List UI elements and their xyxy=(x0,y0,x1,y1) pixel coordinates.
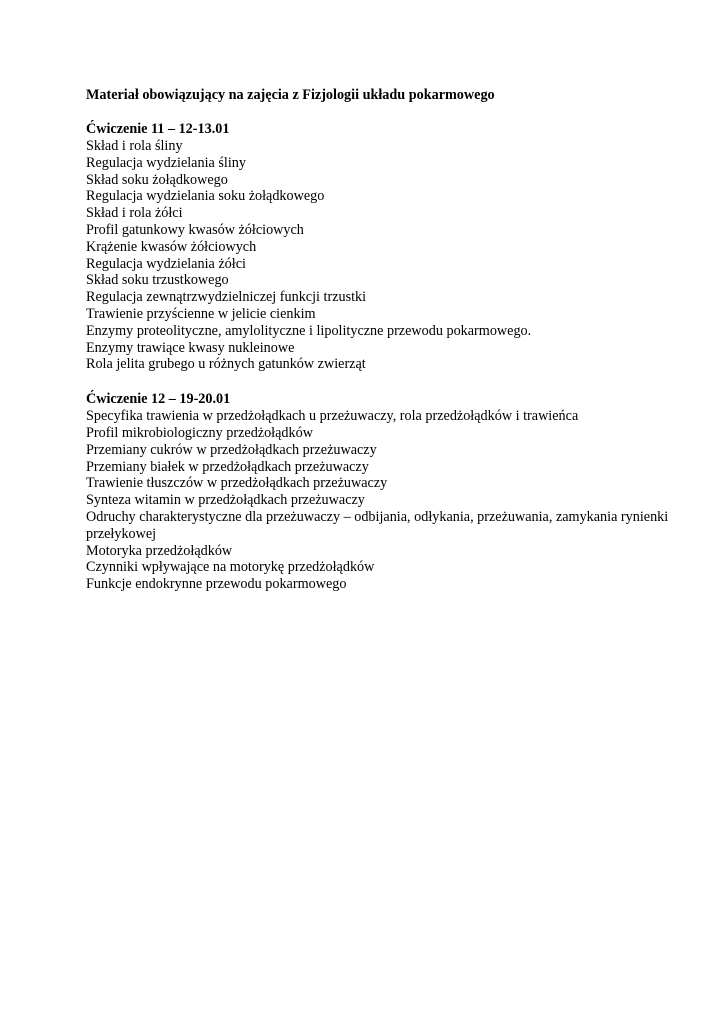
document-title: Materiał obowiązujący na zajęcia z Fizjologii układu pokarmowego xyxy=(86,87,495,103)
topic-item: Profil gatunkowy kwasów żółciowych xyxy=(86,221,304,238)
topic-item: Enzymy trawiące kwasy nukleinowe xyxy=(86,339,295,356)
topic-item: Specyfika trawienia w przedżołądkach u przeżuwaczy, rola przedżołądków i trawieńca xyxy=(86,408,579,425)
topic-item: Funkcje endokrynne przewodu pokarmowego xyxy=(86,576,347,593)
topic-list xyxy=(86,138,686,373)
topic-item: Skład i rola śliny xyxy=(86,138,183,154)
topic-item: Czynniki wpływające na motorykę przedżołądków xyxy=(86,559,375,576)
topic-item: Trawienie tłuszczów w przedżołądkach przeżuwaczy xyxy=(86,475,388,492)
section-heading: Ćwiczenie 11 – 12-13.01 xyxy=(86,121,230,137)
section-heading: Ćwiczenie 12 – 19-20.01 xyxy=(86,391,231,408)
topic-item: Przemiany białek w przedżołądkach przeżuwaczy xyxy=(86,458,369,475)
exercise-section-11 xyxy=(86,121,686,373)
topic-item: Skład i rola żółci xyxy=(86,205,183,222)
topic-item: Przemiany cukrów w przedżołądkach przeżuwaczy xyxy=(86,441,377,458)
topic-item: Motoryka przedżołądków xyxy=(86,542,233,559)
topic-item: Skład soku trzustkowego xyxy=(86,272,229,289)
topic-item: Rola jelita grubego u różnych gatunków zwierząt xyxy=(86,356,366,373)
topic-item: Synteza witamin w przedżołądkach przeżuwaczy xyxy=(86,492,365,509)
topic-item: Regulacja zewnątrzwydzielniczej funkcji trzustki xyxy=(86,289,367,306)
topic-list xyxy=(86,408,686,593)
document-page xyxy=(86,87,686,593)
topic-item: Regulacja wydzielania żółci xyxy=(86,255,246,272)
topic-item: Odruchy charakterystyczne dla przeżuwaczy – odbijania, odłykania, przeżuwania, zamykania rynienki przełykowej xyxy=(86,508,669,542)
topic-item: Regulacja wydzielania śliny xyxy=(86,154,246,171)
topic-item: Enzymy proteolityczne, amylolityczne i lipolityczne przewodu pokarmowego. xyxy=(86,322,532,339)
topic-item: Regulacja wydzielania soku żołądkowego xyxy=(86,188,325,205)
topic-item: Trawienie przyścienne w jelicie cienkim xyxy=(86,305,316,322)
topic-item: Krążenie kwasów żółciowych xyxy=(86,238,257,255)
topic-item: Profil mikrobiologiczny przedżołądków xyxy=(86,424,313,441)
topic-item: Skład soku żołądkowego xyxy=(86,171,228,188)
exercise-section-12 xyxy=(86,391,686,593)
